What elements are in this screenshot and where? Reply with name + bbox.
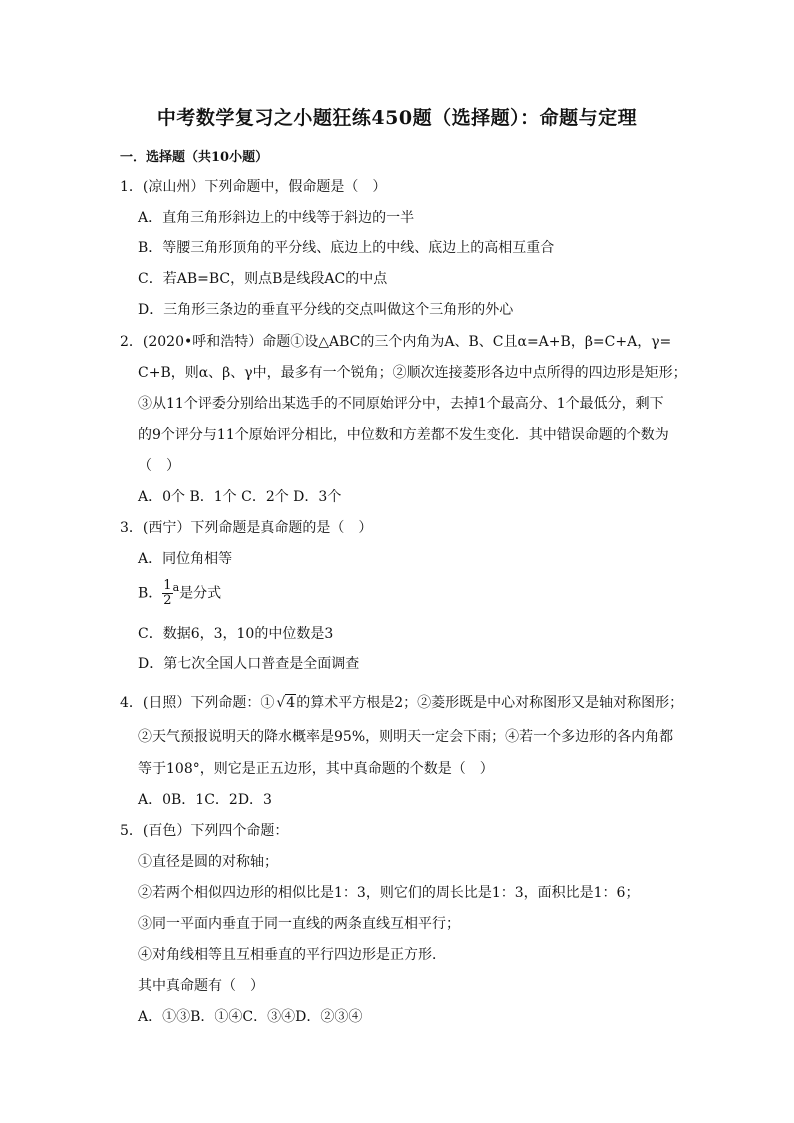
q3-option-d: D．第七次全国人口普查是全面调查 bbox=[138, 656, 360, 672]
q1-option-b: B．等腰三角形顶角的平分线、底边上的中线、底边上的高相互重合 bbox=[138, 240, 555, 256]
fraction-numerator: 1 bbox=[163, 578, 172, 593]
q3-option-b-suffix: 是分式 bbox=[179, 585, 222, 602]
q1-stem: 1．(凉山州）下列命题中，假命题是（ ） bbox=[120, 179, 387, 195]
q4-stem-part-2: 的算术平方根是2；②菱形既是中心对称图形又是轴对称图形； bbox=[296, 695, 684, 711]
q5-stem: 5．(百色）下列四个命题： bbox=[120, 823, 289, 839]
square-root bbox=[274, 694, 296, 712]
q5-question: 其中真命题有（ ） bbox=[138, 978, 264, 994]
q4-options: A．0B．1C．2D．3 bbox=[138, 792, 272, 808]
radical-sign: √ bbox=[276, 695, 286, 711]
q2-stem-line-2: C+B，则α、β、γ中，最多有一个锐角；②顺次连接菱形各边中点所得的四边形是矩形； bbox=[138, 365, 687, 381]
q4-stem-line-1 bbox=[120, 694, 683, 712]
q5-options: A．①③B．①④C．③④D．②③④ bbox=[138, 1009, 363, 1025]
fraction-denominator: 2 bbox=[163, 593, 172, 608]
q3-stem: 3．(西宁）下列命题是真命题的是（ ） bbox=[120, 520, 373, 536]
page-title: 中考数学复习之小题狂练450题（选择题）：命题与定理 bbox=[156, 107, 638, 129]
q5-proposition-4: ④对角线相等且互相垂直的平行四边形是正方形． bbox=[138, 947, 446, 963]
q2-stem-line-5: （ ） bbox=[138, 458, 180, 474]
q1-option-a: A．直角三角形斜边上的中线等于斜边的一半 bbox=[138, 210, 415, 226]
q2-options: A．0个 B．1个 C．2个 D．3个 bbox=[138, 489, 342, 505]
radicand: 4 bbox=[286, 695, 296, 711]
q1-option-d: D．三角形三条边的垂直平分线的交点叫做这个三角形的外心 bbox=[138, 302, 514, 318]
q3-option-c: C．数据6，3，10的中位数是3 bbox=[138, 626, 334, 642]
q2-stem-line-1: 2．(2020•呼和浩特）命题①设△ABC的三个内角为A、B、C且α=A+B，β=C+A，γ= bbox=[120, 334, 672, 350]
q1-option-c: C．若AB=BC，则点B是线段AC的中点 bbox=[138, 271, 388, 287]
q4-stem-line-2: ②天气预报说明天的降水概率是95%，则明天一定会下雨；④若一个多边形的各内角都 bbox=[138, 729, 674, 745]
q5-proposition-1: ①直径是圆的对称轴； bbox=[138, 854, 278, 870]
q4-stem-line-3: 等于108°，则它是正五边形，其中真命题的个数是（ ） bbox=[138, 761, 494, 777]
q3-option-b-prefix: B． bbox=[138, 585, 163, 602]
q3-option-a: A．同位角相等 bbox=[138, 551, 233, 567]
q3-option-b bbox=[138, 579, 221, 608]
q5-proposition-2: ②若两个相似四边形的相似比是1：3，则它们的周长比是1：3，面积比是1：6； bbox=[138, 885, 640, 901]
fraction bbox=[162, 579, 172, 608]
section-heading: 一．选择题（共10小题） bbox=[120, 150, 269, 165]
q4-stem-part-1: 4．(日照）下列命题：① bbox=[120, 695, 275, 711]
q2-stem-line-4: 的9个评分与11个原始评分相比，中位数和方差都不发生变化．其中错误命题的个数为 bbox=[138, 427, 669, 443]
q5-proposition-3: ③同一平面内垂直于同一直线的两条直线互相平行； bbox=[138, 916, 460, 932]
variable-a: a bbox=[172, 580, 180, 594]
q2-stem-line-3: ③从11个评委分别给出某选手的不同原始评分中，去掉1个最高分、1个最低分，剩下 bbox=[138, 396, 664, 412]
